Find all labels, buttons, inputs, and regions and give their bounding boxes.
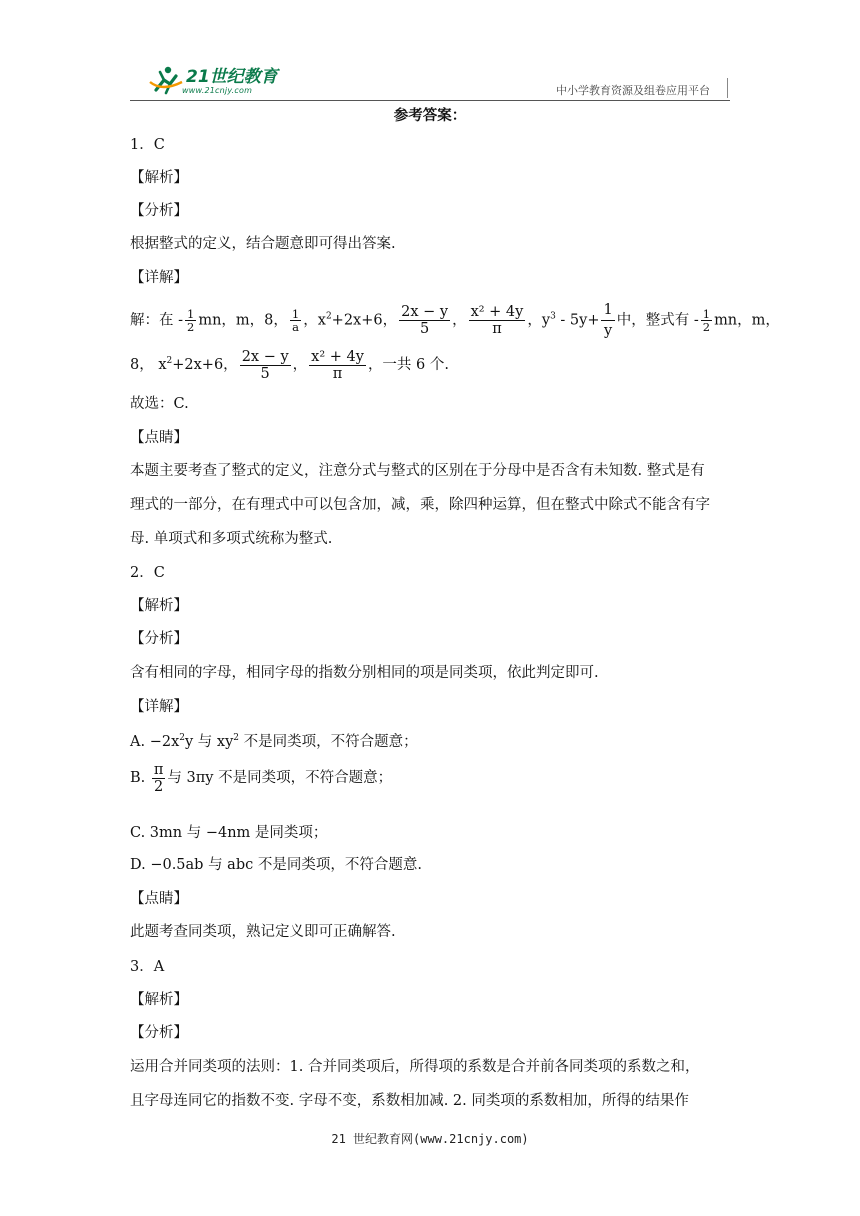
fraction-one-over-a: $\frac{1}{a}$ — [291, 307, 300, 334]
q2-fenxi-text: 含有相同的字母，相同字母的指数分别相同的项是同类项，依此判定即可. — [130, 665, 599, 681]
q1-fenxi-text: 根据整式的定义，结合题意即可得出答案. — [130, 236, 396, 252]
logo-text: 21世纪教育 — [186, 67, 278, 87]
q1-answer: 1．C — [130, 137, 165, 153]
q2-option-d: D. −0.5ab 与 abc 不是同类项，不符合题意. — [130, 857, 422, 873]
q1-note-3: 母. 单项式和多项式统称为整式. — [130, 531, 333, 547]
q2-option-b: B. $\frac{\pi}{2}$ 与 3πy 不是同类项，不符合题意； — [130, 761, 393, 795]
q2-answer: 2．C — [130, 565, 165, 581]
header-divider — [727, 78, 728, 98]
q1-note-1: 本题主要考查了整式的定义，注意分式与整式的区别在于分母中是否含有未知数. 整式是有 — [130, 463, 705, 479]
q2-dianjing: 【点睛】 — [130, 891, 188, 907]
platform-label: 中小学教育资源及组卷应用平台 — [556, 84, 710, 97]
fraction-2x-y-over-5-b: $\frac{2x - y}{5}$ — [241, 348, 289, 382]
q3-text-1: 运用合并同类项的法则：1. 合并同类项后，所得项的系数是合并前各同类项的系数之和， — [130, 1059, 700, 1075]
page-header — [130, 60, 730, 102]
q2-jiexi: 【解析】 — [130, 598, 188, 614]
q1-note-2: 理式的一部分，在有理式中可以包含加，减，乘，除四种运算，但在整式中除式不能含有字 — [130, 497, 710, 513]
q1-choice: 故选：C. — [130, 396, 189, 412]
q3-text-2: 且字母连同它的指数不变. 字母不变，系数相加减. 2. 同类项的系数相加，所得的结果作 — [130, 1093, 689, 1109]
fraction-half-2: $\frac{1}{2}$ — [702, 307, 711, 334]
q2-option-c: C. 3mn 与 −4nm 是同类项； — [130, 825, 328, 841]
fraction-pi-over-2: $\frac{\pi}{2}$ — [153, 761, 164, 795]
q2-xiangjie: 【详解】 — [130, 699, 188, 715]
q2-note: 此题考查同类项，熟记定义即可正确解答. — [130, 924, 396, 940]
q1-detail-line1: 解：在 - $\frac{1}{2}$ mn，m，8， $\frac{1}{a}$ ，$x^2+2x+6$， $\frac{2x - y}{5}$ ， $\frac{\text{x² + 4y}}{\pi}$ ，$y^3 - 5y+$ $\frac{1}{y}$ 中，整式有 - $\frac{1}{2}$ mn，m， — [130, 302, 780, 339]
fraction-x2-4y-over-pi-b: $\frac{\text{x² + 4y}}{\pi}$ — [311, 348, 364, 382]
fraction-one-over-y: $\frac{1}{y}$ — [603, 302, 613, 339]
q1-jiexi: 【解析】 — [130, 170, 188, 186]
q1-fenxi: 【分析】 — [130, 203, 188, 219]
logo-url: www.21cnjy.com — [182, 86, 253, 95]
q2-fenxi: 【分析】 — [130, 631, 188, 647]
q2-option-a: A. $-2x^2y$ 与 $xy^2$ 不是同类项，不符合题意； — [130, 733, 418, 750]
fraction-2x-y-over-5: $\frac{2x - y}{5}$ — [401, 304, 449, 337]
fraction-half: $\frac{1}{2}$ — [187, 307, 195, 334]
q1-dianjing: 【点睛】 — [130, 430, 188, 446]
q1-xiangjie: 【详解】 — [130, 270, 188, 286]
answer-title: 参考答案： — [393, 108, 467, 124]
q3-jiexi: 【解析】 — [130, 992, 188, 1008]
q1-detail-line2: 8， $x^2+2x+6$， $\frac{2x - y}{5}$ ， $\frac{\text{x² + 4y}}{\pi}$ ，一共 6 个. — [130, 348, 449, 382]
q3-fenxi: 【分析】 — [130, 1025, 188, 1041]
page-footer: 21 世纪教育网(www.21cnjy.com) — [331, 1132, 529, 1146]
q3-answer: 3．A — [130, 959, 165, 975]
header-rule — [130, 100, 730, 101]
fraction-x2-4y-over-pi: $\frac{\text{x² + 4y}}{\pi}$ — [470, 304, 524, 337]
